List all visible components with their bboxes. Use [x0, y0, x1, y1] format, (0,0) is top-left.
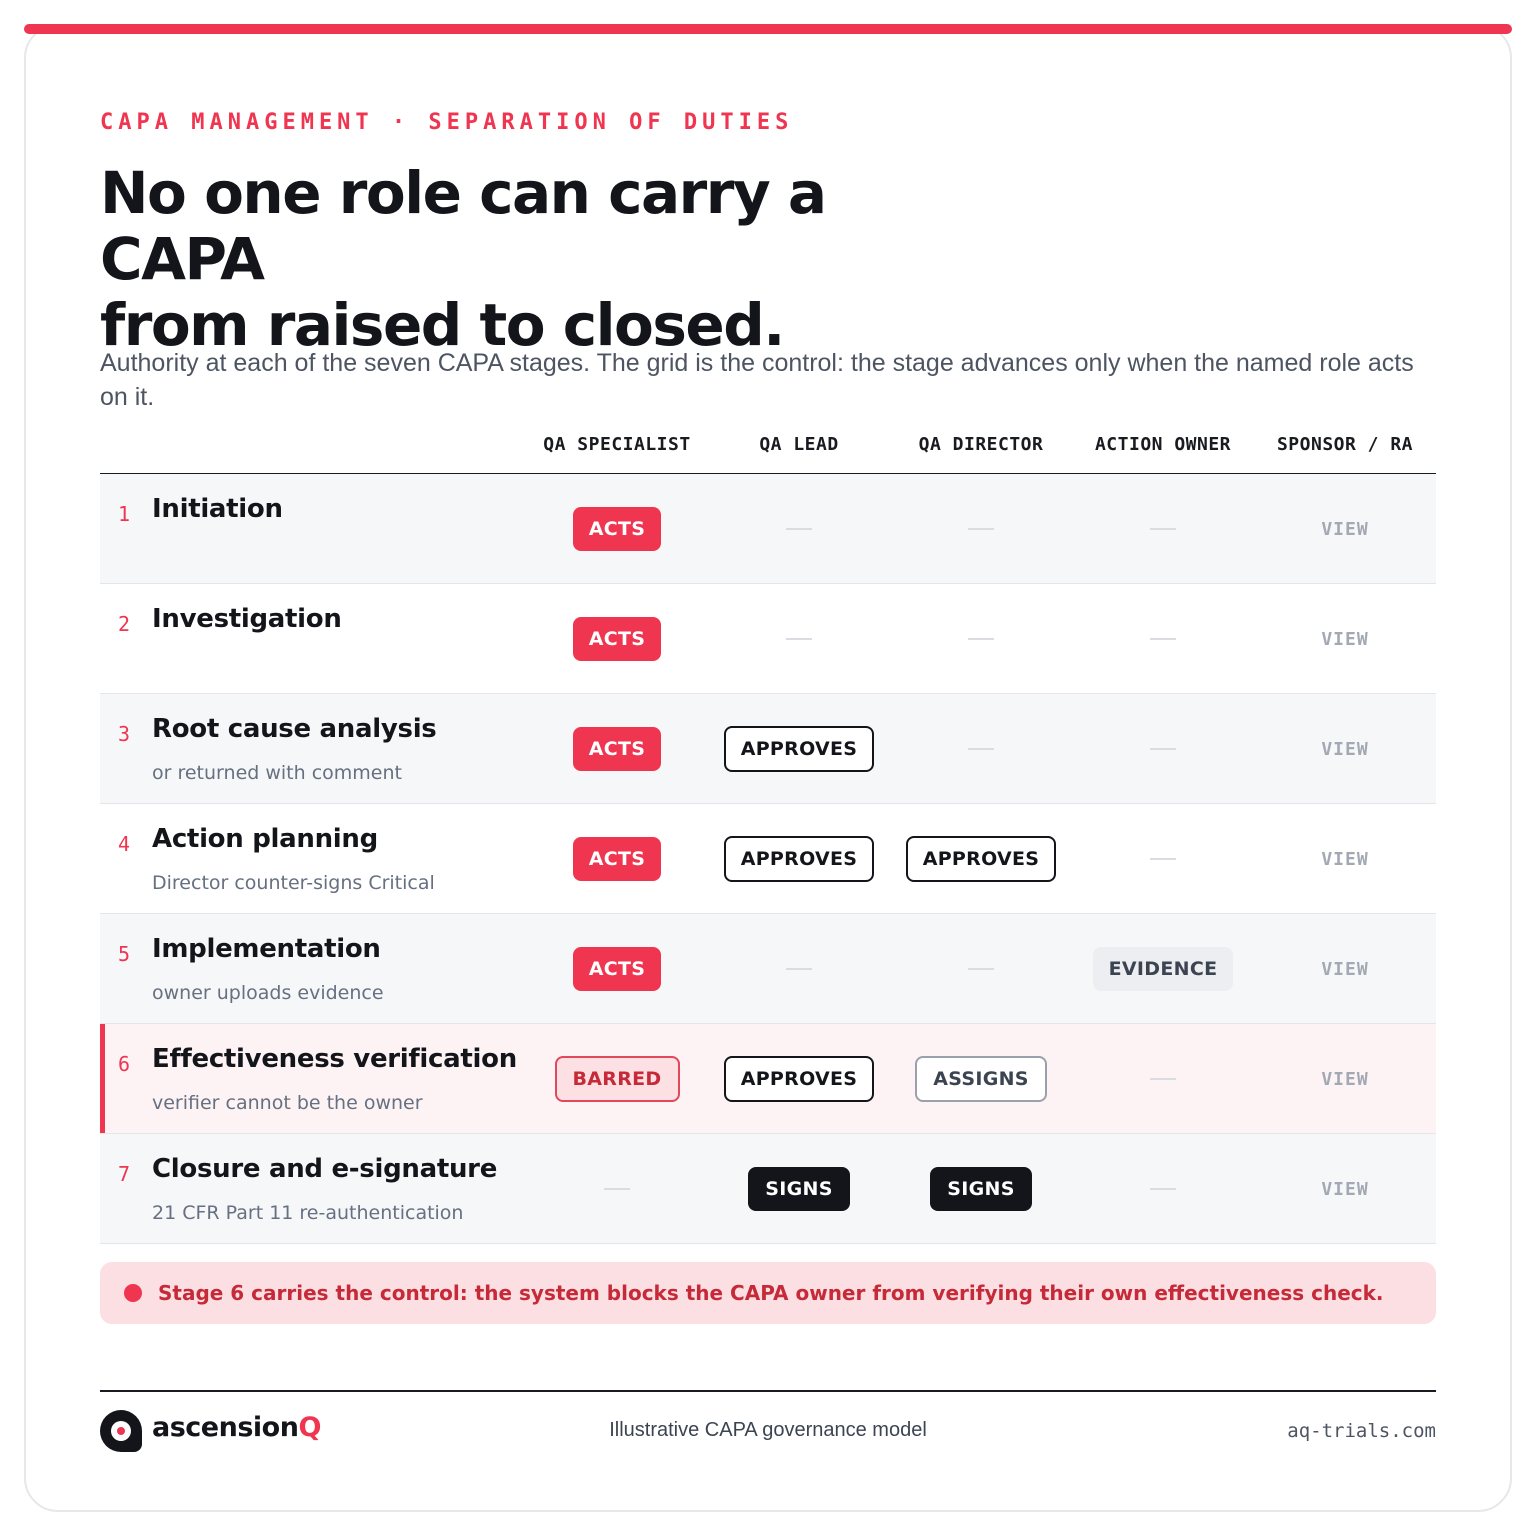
view-label: VIEW — [1321, 1068, 1369, 1090]
cell-action-owner — [1072, 584, 1254, 694]
stage-number: 6 — [118, 1052, 131, 1076]
cell-qa-specialist — [526, 694, 708, 804]
stage-title: Closure and e-signature — [152, 1154, 498, 1184]
acts-badge: ACTS — [573, 617, 662, 661]
empty-dash — [1150, 638, 1176, 640]
stage-title: Implementation — [152, 934, 381, 964]
stage-row — [100, 694, 1436, 804]
cell-sponsor-ra — [1254, 474, 1436, 584]
empty-dash — [1150, 1188, 1176, 1190]
cell-sponsor-ra — [1254, 914, 1436, 1024]
cell-qa-director — [890, 804, 1072, 914]
signs-badge: SIGNS — [930, 1167, 1031, 1211]
column-header-sponsor-ra: SPONSOR / RA — [1276, 434, 1414, 455]
empty-dash — [968, 748, 994, 750]
stage-number: 2 — [118, 612, 131, 636]
empty-dash — [968, 968, 994, 970]
stage-subtitle: verifier cannot be the owner — [152, 1092, 423, 1114]
subtitle: Authority at each of the seven CAPA stages. The grid is the control: the stage advances only when the named role acts on it. — [100, 349, 1414, 411]
footer-caption: Illustrative CAPA governance model — [609, 1419, 927, 1441]
stage-title: Effectiveness verification — [152, 1044, 517, 1074]
cell-qa-lead — [708, 1024, 890, 1134]
empty-dash — [968, 638, 994, 640]
empty-dash — [1150, 748, 1176, 750]
title-line-2: from raised to closed. — [100, 291, 784, 359]
assigns-badge: ASSIGNS — [915, 1056, 1047, 1102]
cell-sponsor-ra — [1254, 694, 1436, 804]
barred-badge: BARRED — [555, 1056, 680, 1102]
stage-subtitle: owner uploads evidence — [152, 982, 384, 1004]
signs-badge: SIGNS — [748, 1167, 849, 1211]
cell-qa-specialist — [526, 804, 708, 914]
cell-qa-lead — [708, 914, 890, 1024]
empty-dash — [786, 528, 812, 530]
cell-qa-lead — [708, 694, 890, 804]
empty-dash — [604, 1188, 630, 1190]
stage-row — [100, 474, 1436, 584]
cell-sponsor-ra — [1254, 1134, 1436, 1244]
cell-action-owner — [1072, 804, 1254, 914]
acts-badge: ACTS — [573, 727, 662, 771]
empty-dash — [786, 968, 812, 970]
empty-dash — [1150, 1078, 1176, 1080]
approves-badge: APPROVES — [724, 1056, 875, 1102]
empty-dash — [968, 528, 994, 530]
cell-qa-specialist — [526, 914, 708, 1024]
control-callout — [100, 1262, 1436, 1324]
page-title — [100, 160, 1000, 358]
stage-number: 1 — [118, 502, 131, 526]
empty-dash — [1150, 528, 1176, 530]
view-label: VIEW — [1321, 958, 1369, 980]
cell-action-owner — [1072, 694, 1254, 804]
stage-number: 4 — [118, 832, 131, 856]
view-label: VIEW — [1321, 738, 1369, 760]
stage-number: 3 — [118, 722, 131, 746]
cell-sponsor-ra — [1254, 1024, 1436, 1134]
stage-title: Initiation — [152, 494, 283, 524]
column-header-qa-specialist: QA SPECIALIST — [543, 434, 691, 455]
evidence-badge: EVIDENCE — [1093, 947, 1234, 991]
column-header-action-owner: ACTION OWNER — [1094, 434, 1232, 455]
stage-title: Root cause analysis — [152, 714, 437, 744]
stage-subtitle: 21 CFR Part 11 re-authentication — [152, 1202, 464, 1224]
acts-badge: ACTS — [573, 837, 662, 881]
acts-badge: ACTS — [573, 507, 662, 551]
cell-qa-director — [890, 694, 1072, 804]
empty-dash — [786, 638, 812, 640]
cell-action-owner — [1072, 474, 1254, 584]
title-line-1: No one role can carry a CAPA — [100, 159, 826, 293]
stage-number: 5 — [118, 942, 131, 966]
stage-subtitle: or returned with comment — [152, 762, 402, 784]
view-label: VIEW — [1321, 848, 1369, 870]
approves-badge: APPROVES — [724, 836, 875, 882]
cell-qa-lead — [708, 1134, 890, 1244]
stage-row — [100, 1024, 1436, 1134]
footer-divider — [100, 1390, 1436, 1392]
cell-qa-director — [890, 474, 1072, 584]
cell-qa-director — [890, 914, 1072, 1024]
eyebrow: CAPA MANAGEMENT · SEPARATION OF DUTIES — [100, 110, 794, 135]
alert-dot-icon — [124, 1284, 142, 1302]
view-label: VIEW — [1321, 628, 1369, 650]
cell-qa-director — [890, 584, 1072, 694]
stage-row — [100, 804, 1436, 914]
cell-qa-lead — [708, 474, 890, 584]
cell-qa-director — [890, 1134, 1072, 1244]
stage-number: 7 — [118, 1162, 131, 1186]
cell-qa-specialist — [526, 474, 708, 584]
authority-grid — [100, 474, 1436, 1244]
cell-sponsor-ra — [1254, 584, 1436, 694]
cell-qa-specialist — [526, 584, 708, 694]
stage-row — [100, 584, 1436, 694]
stage-row — [100, 914, 1436, 1024]
brand-main: ascension — [152, 1412, 299, 1443]
stage-subtitle: Director counter-signs Critical — [152, 872, 435, 894]
acts-badge: ACTS — [573, 947, 662, 991]
stage-title: Investigation — [152, 604, 342, 634]
view-label: VIEW — [1321, 1178, 1369, 1200]
cell-qa-lead — [708, 804, 890, 914]
cell-qa-specialist — [526, 1134, 708, 1244]
stage-row — [100, 1134, 1436, 1244]
callout-text: Stage 6 carries the control: the system blocks the CAPA owner from verifying their own effectiveness check. — [158, 1281, 1384, 1305]
stage-title: Action planning — [152, 824, 378, 854]
brand-name — [152, 1412, 321, 1443]
view-label: VIEW — [1321, 518, 1369, 540]
cell-qa-specialist — [526, 1024, 708, 1134]
cell-action-owner — [1072, 1024, 1254, 1134]
approves-badge: APPROVES — [906, 836, 1057, 882]
cell-qa-lead — [708, 584, 890, 694]
ascensionq-logo-icon — [100, 1410, 142, 1452]
column-header-qa-lead: QA LEAD — [759, 434, 839, 455]
cell-sponsor-ra — [1254, 804, 1436, 914]
column-header-qa-director: QA DIRECTOR — [918, 434, 1044, 455]
column-headers — [100, 430, 1436, 474]
cell-action-owner — [1072, 914, 1254, 1024]
cell-qa-director — [890, 1024, 1072, 1134]
empty-dash — [1150, 858, 1176, 860]
brand-accent: Q — [298, 1412, 321, 1443]
accent-bar — [24, 24, 1512, 34]
footer-url[interactable]: aq-trials.com — [1287, 1420, 1436, 1442]
approves-badge: APPROVES — [724, 726, 875, 772]
cell-action-owner — [1072, 1134, 1254, 1244]
